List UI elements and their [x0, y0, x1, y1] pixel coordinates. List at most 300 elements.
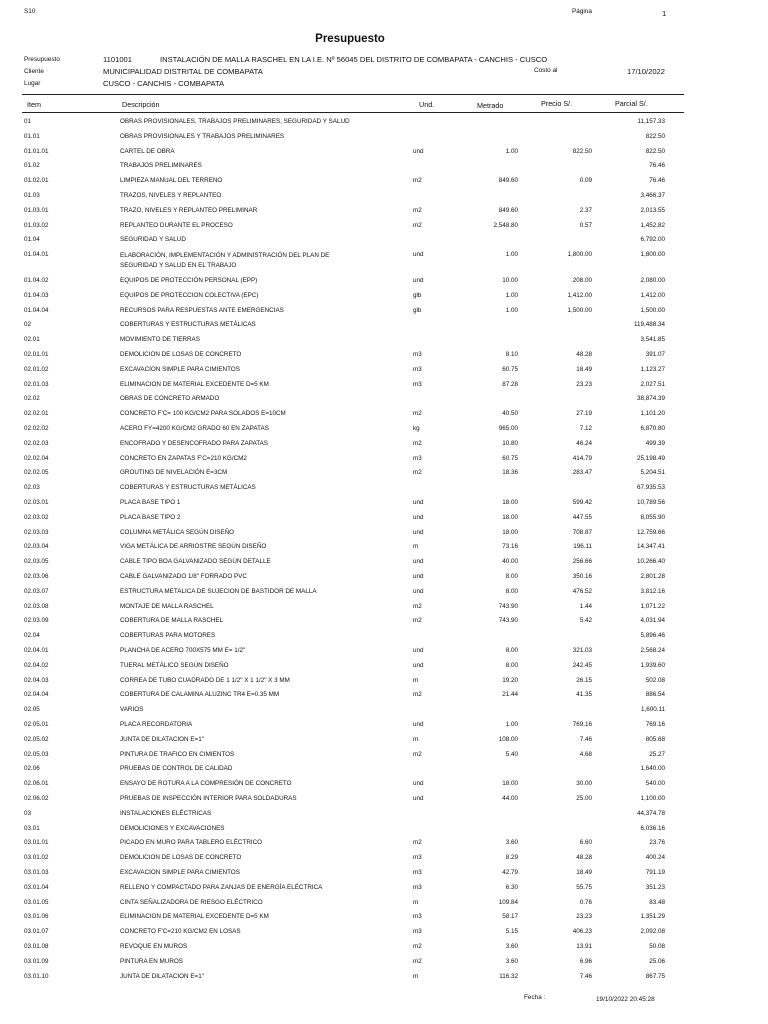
row-precio: 30.00 [576, 780, 592, 788]
fecha-value: 19/10/2022 20:45:28 [596, 996, 655, 1003]
row-unit: m [413, 676, 419, 684]
row-precio: 1,412.00 [567, 291, 592, 299]
row-precio: 256.66 [572, 558, 592, 566]
row-precio: 26.15 [576, 676, 592, 684]
row-parcial: 14,347.41 [636, 543, 665, 551]
cliente-value: MUNICIPALIDAD DISTRITAL DE COMBAPATA [103, 67, 263, 76]
row-parcial: 1,123.27 [640, 365, 665, 373]
table-row [0, 647, 768, 659]
table-row [0, 499, 768, 511]
row-precio: 822.50 [572, 147, 592, 155]
row-precio: 208.00 [572, 277, 592, 284]
row-item: 02.03.09 [24, 617, 49, 625]
table-row [0, 928, 768, 940]
row-metrado: 3.60 [505, 943, 518, 950]
row-unit: kg [413, 425, 420, 432]
table-row [0, 573, 768, 585]
row-item: 01.04.04 [24, 306, 49, 314]
row-parcial: 10,789.56 [636, 499, 665, 506]
row-item: 01.02.01 [24, 177, 49, 185]
row-description: PLANCHA DE ACERO 700X575 MM E= 1/2" [120, 647, 246, 654]
row-description: PRUEBAS DE CONTROL DE CALIDAD [120, 765, 233, 773]
row-precio: 41.35 [576, 691, 592, 699]
row-description: SEGURIDAD Y SALUD [120, 236, 186, 244]
table-row [0, 736, 768, 748]
row-item: 02.02.02 [24, 425, 49, 432]
row-unit: m3 [413, 883, 422, 891]
row-precio: 1,800.00 [567, 251, 592, 259]
row-precio: 55.75 [576, 883, 592, 891]
row-parcial: 25.06 [649, 957, 665, 965]
row-parcial: 2,013.55 [640, 206, 665, 214]
table-row [0, 751, 768, 763]
row-description: COBERTURA DE MALLA RASCHEL [120, 617, 224, 625]
row-description: ACERO FY=4200 KG/CM2 GRADO 60 EN ZAPATAS [120, 425, 269, 432]
row-parcial: 1,600.11 [640, 706, 665, 714]
table-row [0, 825, 768, 837]
row-unit: und [413, 573, 424, 580]
row-parcial: 499.39 [645, 439, 665, 447]
row-parcial: 12,759.66 [636, 528, 665, 536]
row-item: 03.01.04 [24, 883, 49, 891]
table-row [0, 677, 768, 689]
table-row [0, 236, 768, 248]
row-item: 02.04.02 [24, 661, 49, 669]
row-metrado: 1.00 [505, 306, 518, 314]
table-row [0, 514, 768, 526]
row-metrado: 3.60 [505, 839, 518, 847]
row-unit: und [413, 780, 424, 788]
row-precio: 23.23 [576, 380, 592, 388]
row-item: 03.01.10 [24, 972, 49, 980]
row-description: TRAZO, NIVELES Y REPLANTEO PRELIMINAR [120, 206, 258, 214]
row-parcial: 44,374.78 [636, 809, 665, 817]
table-row [0, 469, 768, 481]
row-item: 02.03.03 [24, 528, 49, 536]
row-parcial: 805.68 [645, 735, 665, 743]
row-precio: 476.52 [572, 587, 592, 595]
row-description: COBERTURAS PARA MOTORES [120, 632, 216, 640]
row-item: 02.02.04 [24, 454, 49, 462]
row-parcial: 822.50 [645, 147, 665, 155]
row-item: 02.06 [24, 765, 40, 773]
row-parcial: 4,031.94 [640, 617, 665, 625]
row-unit: m3 [413, 928, 422, 936]
row-metrado: 6.30 [505, 883, 518, 891]
row-unit: m3 [413, 380, 422, 388]
table-row [0, 839, 768, 851]
row-metrado: 8.00 [505, 647, 518, 654]
row-metrado: 849.60 [498, 206, 518, 214]
row-metrado: 1.00 [505, 721, 518, 728]
row-item: 03.01.01 [24, 839, 49, 847]
row-parcial: 2,801.28 [640, 573, 665, 580]
row-unit: m2 [413, 469, 422, 477]
table-row [0, 691, 768, 703]
row-unit: m2 [413, 602, 422, 610]
row-unit: m2 [413, 943, 422, 950]
row-unit: m2 [413, 957, 422, 965]
row-unit: m2 [413, 177, 422, 185]
row-item: 02.03.02 [24, 513, 49, 521]
row-unit: m2 [413, 410, 422, 418]
row-metrado: 743.90 [498, 617, 518, 625]
row-parcial: 1,101.20 [640, 410, 665, 418]
table-row [0, 222, 768, 234]
row-precio: 4.68 [579, 750, 592, 758]
row-description: CORREA DE TUBO CUADRADO DE 1 1/2" X 1 1/2" X 3 MM [120, 676, 290, 684]
row-item: 02.03.05 [24, 558, 49, 566]
row-unit: und [413, 647, 424, 654]
row-item: 02.06.02 [24, 795, 49, 802]
row-unit: m3 [413, 454, 422, 462]
row-item: 02.04.01 [24, 647, 49, 654]
row-description: COBERTURAS Y ESTRUCTURAS METÁLICAS [120, 321, 256, 329]
row-item: 02.02 [24, 395, 40, 403]
row-metrado: 109.84 [498, 898, 518, 906]
table-row [0, 662, 768, 674]
row-unit: m3 [413, 913, 422, 921]
row-parcial: 791.19 [645, 869, 665, 876]
row-unit: m2 [413, 221, 422, 229]
row-metrado: 60.75 [502, 365, 518, 373]
header-bottom-rule [22, 112, 684, 113]
row-precio: 1,500.00 [567, 306, 592, 314]
row-parcial: 5,896.46 [640, 632, 665, 640]
table-row [0, 251, 768, 270]
row-unit: m [413, 972, 419, 980]
costo-date: 17/10/2022 [627, 67, 666, 76]
table-row [0, 780, 768, 792]
row-description: JUNTA DE DILATACION E=1" [120, 735, 204, 743]
table-row [0, 366, 768, 378]
table-row [0, 381, 768, 393]
row-item: 02.04 [24, 632, 40, 640]
row-parcial: 119,488.34 [633, 321, 665, 329]
row-description: TUERAL METÁLICO SEGÚN DISEÑO [120, 661, 229, 669]
row-description: REPLANTEO DURANTE EL PROCESO [120, 221, 233, 229]
row-unit: m [413, 898, 419, 906]
row-item: 02.03.01 [24, 499, 49, 506]
row-item: 03 [24, 809, 32, 817]
row-metrado: 1.00 [505, 147, 518, 155]
col-descripcion: Descripción [122, 100, 160, 109]
row-precio: 0.76 [579, 898, 592, 906]
table-row [0, 795, 768, 807]
row-parcial: 50.08 [649, 943, 665, 950]
col-metrado: Metrado [477, 101, 504, 110]
table-row [0, 854, 768, 866]
row-parcial: 1,412.00 [640, 291, 665, 299]
row-precio: 48.28 [576, 351, 592, 358]
row-item: 02.03 [24, 484, 40, 492]
table-row [0, 484, 768, 496]
row-parcial: 502.08 [645, 676, 665, 684]
row-item: 01.03.01 [24, 206, 49, 214]
table-row [0, 207, 768, 219]
row-metrado: 8.29 [505, 854, 518, 862]
row-item: 01.03.02 [24, 221, 49, 229]
row-metrado: 87.28 [502, 380, 518, 388]
row-parcial: 1,071.22 [640, 602, 665, 610]
row-unit: m2 [413, 206, 422, 214]
row-metrado: 60.75 [502, 454, 518, 462]
row-item: 01.02 [24, 162, 40, 170]
row-description: CONCRETO EN ZAPATAS F'C=210 KG/CM2 [120, 454, 247, 462]
row-parcial: 6,870.80 [640, 425, 665, 432]
table-row [0, 765, 768, 777]
table-row [0, 395, 768, 407]
page-label: Página [572, 8, 592, 15]
row-unit: glb [413, 291, 422, 299]
row-item: 03.01 [24, 824, 40, 832]
row-item: 02.02.03 [24, 439, 49, 447]
table-row [0, 133, 768, 145]
row-item: 02.05.01 [24, 721, 49, 728]
row-unit: und [413, 277, 424, 284]
row-parcial: 25,198.49 [636, 454, 665, 462]
row-item: 02.02.05 [24, 469, 49, 477]
row-unit: m [413, 543, 419, 551]
row-parcial: 400.24 [645, 854, 665, 862]
row-precio: 6.60 [579, 839, 592, 847]
row-precio: 7.12 [579, 425, 592, 432]
row-precio: 6.96 [579, 957, 592, 965]
cliente-label: Cliente [24, 68, 44, 75]
row-description: RECURSOS PARA RESPUESTAS ANTE EMERGENCIAS [120, 306, 284, 314]
row-metrado: 8.00 [505, 573, 518, 580]
row-metrado: 40.00 [502, 558, 518, 566]
row-description: OBRAS DE CONCRETO ARMADO [120, 395, 220, 403]
row-item: 02.03.06 [24, 573, 49, 580]
row-description: COLUMNA METÁLICA SEGÚN DISEÑO [120, 528, 235, 536]
row-parcial: 25.27 [649, 750, 665, 758]
row-precio: 769.16 [572, 721, 592, 728]
row-item: 01.04 [24, 236, 40, 244]
row-description: LIMPIEZA MANUAL DEL TERRENO [120, 177, 223, 185]
row-parcial: 6,792.00 [640, 236, 665, 244]
row-item: 02.01.03 [24, 380, 49, 388]
table-row [0, 162, 768, 174]
row-description: MONTAJE DE MALLA RASCHEL [120, 602, 214, 610]
row-parcial: 83.48 [649, 898, 665, 906]
row-item: 02.01 [24, 336, 40, 344]
row-precio: 283.47 [572, 469, 592, 477]
row-description: EXCAVACION SIMPLE PARA CIMIENTOS [120, 869, 240, 876]
row-metrado: 116.32 [499, 972, 518, 980]
row-description: VARIOS [120, 706, 144, 714]
row-item: 02.06.01 [24, 780, 49, 788]
row-unit: m2 [413, 839, 422, 847]
row-metrado: 40.50 [502, 410, 518, 418]
page-title: Presupuesto [315, 33, 385, 45]
row-metrado: 10.00 [502, 277, 518, 284]
row-parcial: 3,466.37 [640, 192, 665, 199]
row-parcial: 391.07 [645, 351, 665, 358]
row-item: 02.04.04 [24, 691, 49, 699]
row-precio: 350.16 [572, 573, 592, 580]
row-unit: und [413, 499, 424, 506]
row-parcial: 10,266.40 [636, 558, 665, 566]
row-metrado: 108.00 [498, 735, 518, 743]
table-row [0, 973, 768, 985]
row-parcial: 11,157.33 [637, 118, 665, 125]
table-row [0, 410, 768, 422]
row-metrado: 18.36 [502, 469, 518, 477]
header-top-rule [22, 94, 684, 95]
row-description: OBRAS PROVISIONALES, TRABAJOS PRELIMINARES, SEGURIDAD Y SALUD [120, 118, 350, 125]
table-row [0, 292, 768, 304]
row-parcial: 5,204.51 [640, 469, 665, 477]
row-description: PLACA BASE TIPO 2 [120, 513, 181, 521]
row-description: TRABAJOS PRELIMINARES [120, 162, 202, 170]
table-row [0, 913, 768, 925]
row-precio: 23.23 [576, 913, 592, 921]
row-metrado: 5.15 [505, 928, 518, 936]
row-metrado: 10.80 [502, 439, 518, 447]
row-item: 02.02.01 [24, 410, 49, 418]
row-metrado: 1.00 [505, 291, 518, 299]
row-unit: und [413, 513, 424, 521]
table-row [0, 455, 768, 467]
row-unit: m2 [413, 691, 422, 699]
table-row [0, 617, 768, 629]
row-metrado: 3.60 [505, 957, 518, 965]
table-row [0, 192, 768, 204]
row-item: 03.01.08 [24, 943, 49, 950]
row-metrado: 19.20 [502, 676, 518, 684]
table-row [0, 177, 768, 189]
row-metrado: 8.10 [505, 351, 518, 358]
col-und: Und. [419, 100, 435, 109]
row-item: 03.01.07 [24, 928, 49, 936]
table-row [0, 869, 768, 881]
row-metrado: 18.00 [502, 513, 518, 521]
row-precio: 599.42 [572, 499, 592, 506]
row-unit: und [413, 661, 424, 669]
row-description: PINTURA DE TRAFICO EN CIMIENTOS [120, 750, 235, 758]
row-parcial: 76.46 [649, 162, 665, 170]
row-precio: 48.28 [576, 854, 592, 862]
row-description: EXCAVACION SIMPLE PARA CIMIENTOS [120, 365, 240, 373]
row-precio: 46.24 [576, 439, 592, 447]
row-parcial: 3,812.16 [640, 587, 665, 595]
row-item: 01.01.01 [24, 147, 49, 155]
row-description: ESTRUCTURA METALICA DE SUJECION DE BASTIDOR DE MALLA [120, 587, 317, 595]
row-item: 02.03.08 [24, 602, 49, 610]
fecha-label: Fecha : [524, 994, 546, 1001]
row-parcial: 23.76 [649, 839, 665, 847]
row-parcial: 867.75 [645, 972, 665, 980]
row-description: PINTURA EN MUROS [120, 957, 183, 965]
row-item: 03.01.05 [24, 898, 49, 906]
row-description: JUNTA DE DILATACION E=1" [120, 972, 204, 980]
table-row [0, 277, 768, 289]
row-item: 02 [24, 321, 32, 329]
table-row [0, 958, 768, 970]
row-parcial: 1,351.29 [640, 913, 665, 921]
row-precio: 406.23 [572, 928, 592, 936]
row-unit: m3 [413, 351, 422, 358]
presupuesto-description: INSTALACIÓN DE MALLA RASCHEL EN LA I.E. Nº 56045 DEL DISTRITO DE COMBAPATA - CANCHIS - CUSCO [160, 55, 548, 64]
row-item: 01 [24, 118, 32, 125]
row-description: PRUEBAS DE INSPECCIÓN INTERIOR PARA SOLDADURAS [120, 795, 297, 802]
row-metrado: 965.00 [498, 425, 518, 432]
row-precio: 7.46 [579, 972, 592, 980]
row-unit: und [413, 721, 424, 728]
row-unit: m3 [413, 365, 422, 373]
row-item: 02.05.03 [24, 750, 49, 758]
row-metrado: 2,548.80 [493, 221, 518, 229]
row-description: TRAZOS, NIVELES Y REPLANTEO [120, 192, 222, 199]
row-item: 03.01.02 [24, 854, 49, 862]
row-precio: 242.45 [572, 661, 592, 669]
row-unit: und [413, 587, 424, 595]
row-unit: glb [413, 306, 422, 314]
table-row [0, 351, 768, 363]
row-description: PLACA BASE TIPO 1 [120, 499, 181, 506]
row-description: CONCRETO F'C=210 KG/CM2 EN LOSAS [120, 928, 241, 936]
row-parcial: 3,541.85 [640, 336, 665, 344]
row-description: CONCRETO F'C= 100 KG/CM2 PARA SOLADOS E=10CM [120, 410, 286, 418]
row-description: EQUIPOS DE PROTECCIÓN PERSONAL (EPP) [120, 277, 258, 284]
row-description: REVOQUE EN MUROS [120, 943, 188, 950]
row-metrado: 18.00 [502, 499, 518, 506]
table-row [0, 899, 768, 911]
row-item: 01.04.02 [24, 277, 49, 284]
row-metrado: 18.00 [502, 780, 518, 788]
row-description: ENCOFRADO Y DESENCOFRADO PARA ZAPATAS [120, 439, 269, 447]
row-description: CABLE GALVANIZADO 1/8" FORRADO PVC [120, 573, 247, 580]
row-item: 02.03.07 [24, 587, 49, 595]
row-description: ENSAYO DE ROTURA A LA COMPRESIÓN DE CONCRETO [120, 780, 292, 788]
table-row [0, 543, 768, 555]
row-precio: 321.03 [572, 647, 592, 654]
row-parcial: 540.00 [645, 780, 665, 788]
row-precio: 0.57 [579, 221, 592, 229]
row-unit: m [413, 735, 419, 743]
row-parcial: 822.50 [645, 132, 665, 140]
row-parcial: 1,800.00 [640, 251, 665, 259]
table-row [0, 148, 768, 160]
row-metrado: 44.00 [502, 795, 518, 802]
row-parcial: 1,452.82 [640, 221, 665, 229]
row-metrado: 21.44 [502, 691, 518, 699]
costo-label: Costo al [534, 67, 558, 74]
row-item: 03.01.06 [24, 913, 49, 921]
table-row [0, 425, 768, 437]
row-parcial: 1,640.00 [640, 765, 665, 773]
row-unit: und [413, 528, 424, 536]
row-metrado: 42.79 [502, 869, 518, 876]
page-number: 1 [662, 9, 667, 18]
row-parcial: 2,568.24 [640, 647, 665, 654]
row-parcial: 1,939.60 [640, 661, 665, 669]
row-item: 01.01 [24, 132, 40, 140]
col-parcial: Parcial S/. [615, 99, 648, 108]
table-row [0, 632, 768, 644]
row-metrado: 18.00 [502, 528, 518, 536]
table-row [0, 943, 768, 955]
row-unit: und [413, 558, 424, 566]
row-description: GROUTING DE NIVELACIÓN E=3CM [120, 469, 228, 477]
row-precio: 25.00 [576, 795, 592, 802]
row-parcial: 67,935.53 [636, 484, 665, 492]
row-item: 02.01.01 [24, 351, 49, 358]
row-precio: 13.91 [576, 943, 592, 950]
row-item: 02.05 [24, 706, 40, 714]
row-precio: 196.11 [573, 543, 592, 551]
